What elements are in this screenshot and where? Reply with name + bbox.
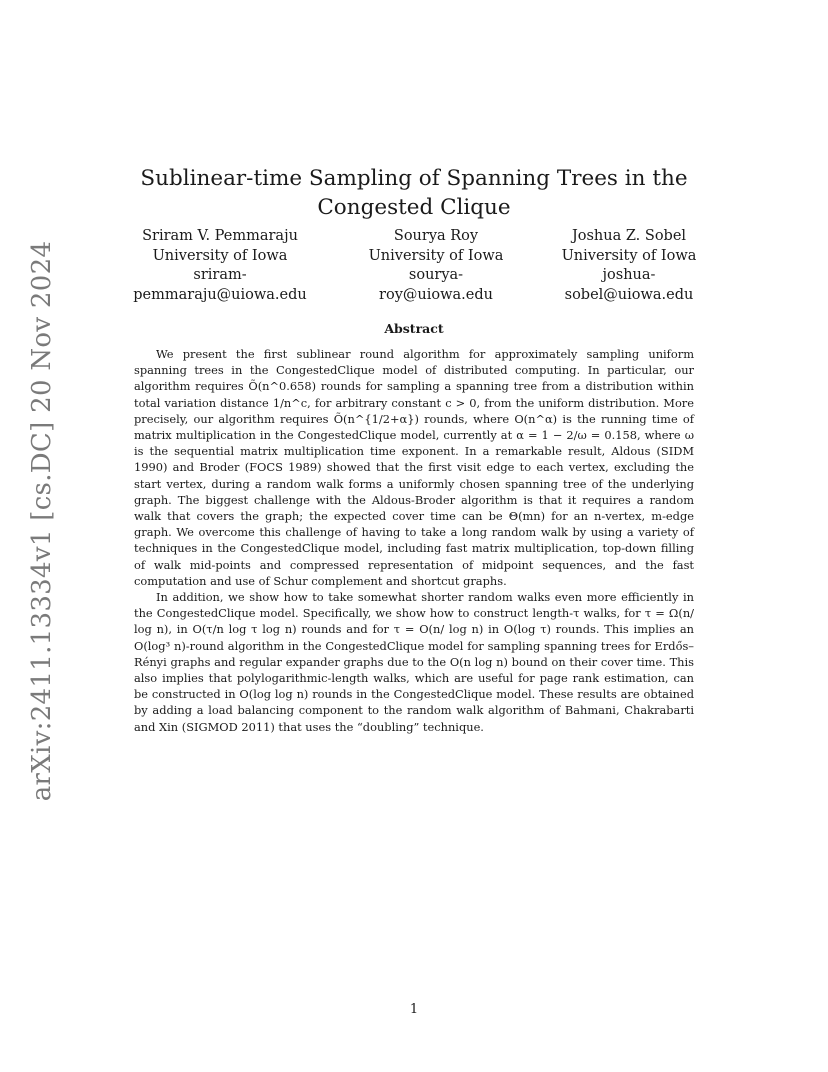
author-email: sourya-roy@uiowa.edu [379, 267, 493, 303]
abstract-body [134, 346, 694, 735]
abstract-paragraph-2: In addition, we show how to take somewhat shorter random walks even more efficiently in the CongestedClique model. Specifically, we show how to construct length-τ walks, for τ = Ω(n/ log n), in O(τ/n log τ log n) rounds and for τ = O(n/ log n) in O(log τ) rounds. This implies an O(log³ n)-round algorithm in the CongestedClique model for sampling spanning trees for Erdős–Rényi graphs and regular expander graphs due to the O(n log n) bound on their cover time. This also implies that polylogarithmic-length walks, which are useful for page rank estimation, can be constructed in O(log log n) rounds in the CongestedClique model. These results are obtained by adding a load balancing component to the random walk algorithm of Bahmani, Chakrabarti and Xin (SIGMOD 2011) that uses the “doubling” technique. [134, 590, 694, 734]
abstract-heading: Abstract [384, 321, 444, 336]
author-name: Joshua Z. Sobel [571, 228, 687, 244]
author-name: Sriram V. Pemmaraju [142, 228, 298, 244]
author-email: sriram-pemmaraju@uiowa.edu [133, 267, 307, 303]
author-affiliation: University of Iowa [561, 247, 697, 264]
arxiv-identifier: arXiv:2411.13334v1 [cs.DC] 20 Nov 2024 [27, 240, 57, 802]
author-name: Sourya Roy [393, 228, 479, 244]
author-email: joshua-sobel@uiowa.edu [564, 267, 694, 303]
paper-title: Sublinear-time Sampling of Spanning Trees in the Congested Clique [140, 166, 688, 221]
author-2 [353, 227, 519, 305]
arxiv-sidebar [24, 240, 60, 802]
author-1 [112, 227, 328, 305]
author-affiliation: University of Iowa [368, 247, 504, 264]
abstract-paragraph-1: We present the first sublinear round algorithm for approximately sampling uniform spanning trees in the CongestedClique model of distributed computing. In particular, our algorithm requires Õ(n^0.658) rounds for sampling a spanning tree from a distribution within total variation distance 1/n^c, for arbitrary constant c > 0, from the uniform distribution. More precisely, our algorithm requires Õ(n^{1/2+α}) rounds, where O(n^α) is the running time of matrix multiplication in the CongestedClique model, currently at α = 1 − 2/ω = 0.158, where ω is the sequential matrix multiplication time exponent. In a remarkable result, Aldous (SIDM 1990) and Broder (FOCS 1989) showed that the first visit edge to each vertex, excluding the start vertex, during a random walk forms a uniformly chosen spanning tree of the underlying graph. The biggest challenge with the Aldous-Broder algorithm is that it requires a random walk that covers the graph; the expected cover time can be Θ(mn) for an n-vertex, m-edge graph. We overcome this challenge of having to take a long random walk by using a variety of techniques in the CongestedClique model, including fast matrix multiplication, top-down filling of walk mid-points and compressed representation of midpoint sequences, and the fast computation and use of Schur complement and shortcut graphs. [134, 347, 694, 588]
author-3 [540, 227, 718, 305]
author-affiliation: University of Iowa [152, 247, 288, 264]
page-number: 1 [409, 1002, 419, 1017]
